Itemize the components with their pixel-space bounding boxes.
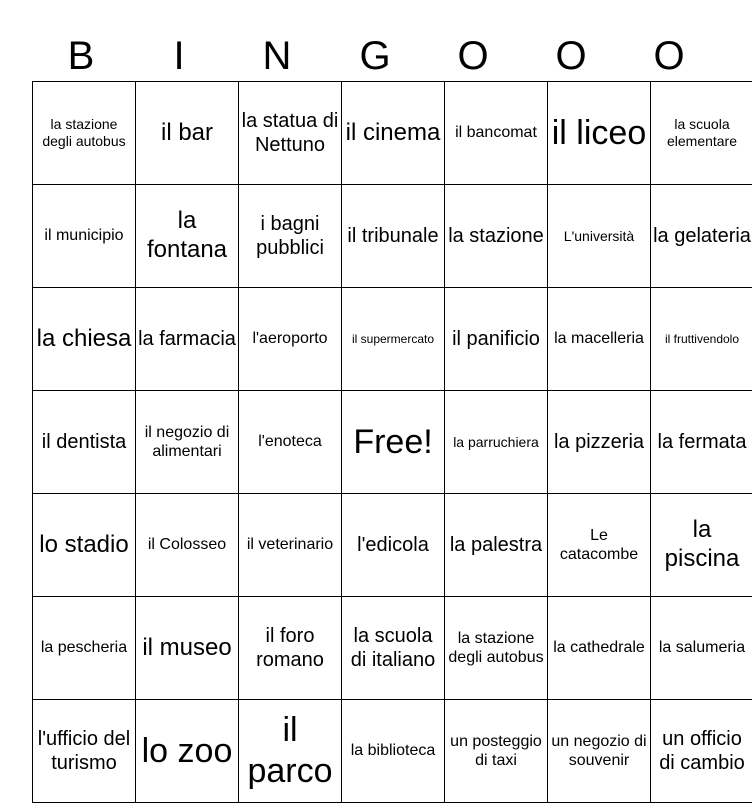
bingo-cell: il supermercato — [342, 288, 445, 391]
board-row — [33, 185, 752, 288]
header-letter: I — [130, 30, 228, 82]
bingo-cell: la stazione — [445, 185, 548, 288]
bingo-cell: la stazione degli autobus — [33, 82, 136, 185]
board-row — [33, 391, 752, 494]
bingo-cell: il Colosseo — [136, 494, 239, 597]
bingo-cell: il museo — [136, 597, 239, 700]
bingo-header — [32, 30, 720, 82]
header-letter: B — [32, 30, 130, 82]
bingo-cell: la cathedrale — [548, 597, 651, 700]
bingo-cell: la scuola elementare — [651, 82, 752, 185]
bingo-cell: L'università — [548, 185, 651, 288]
bingo-cell: Free! — [342, 391, 445, 494]
bingo-cell: Le catacombe — [548, 494, 651, 597]
board-row — [33, 700, 752, 803]
bingo-cell: il foro romano — [239, 597, 342, 700]
bingo-cell: il liceo — [548, 82, 651, 185]
bingo-cell: l'ufficio del turismo — [33, 700, 136, 803]
bingo-cell: la piscina — [651, 494, 752, 597]
bingo-cell: il cinema — [342, 82, 445, 185]
bingo-cell: il bancomat — [445, 82, 548, 185]
bingo-cell: il dentista — [33, 391, 136, 494]
bingo-cell: un officio di cambio — [651, 700, 752, 803]
bingo-cell: la macelleria — [548, 288, 651, 391]
header-letter: O — [424, 30, 522, 82]
bingo-cell: la stazione degli autobus — [445, 597, 548, 700]
bingo-cell: la fontana — [136, 185, 239, 288]
bingo-cell: la pescheria — [33, 597, 136, 700]
header-letter: G — [326, 30, 424, 82]
bingo-cell: un negozio di souvenir — [548, 700, 651, 803]
bingo-cell: la parruchiera — [445, 391, 548, 494]
bingo-cell: la pizzeria — [548, 391, 651, 494]
bingo-cell: la fermata — [651, 391, 752, 494]
board-row — [33, 82, 752, 185]
bingo-cell: la statua di Nettuno — [239, 82, 342, 185]
bingo-board — [32, 81, 752, 803]
bingo-cell: l'aeroporto — [239, 288, 342, 391]
bingo-cell: il panificio — [445, 288, 548, 391]
bingo-cell: la scuola di italiano — [342, 597, 445, 700]
header-letter: O — [620, 30, 718, 82]
bingo-cell: la gelateria — [651, 185, 752, 288]
bingo-cell: il veterinario — [239, 494, 342, 597]
bingo-cell: il tribunale — [342, 185, 445, 288]
bingo-cell: il negozio di alimentari — [136, 391, 239, 494]
bingo-cell: il fruttivendolo — [651, 288, 752, 391]
bingo-cell: un posteggio di taxi — [445, 700, 548, 803]
bingo-cell: l'enoteca — [239, 391, 342, 494]
board-row — [33, 494, 752, 597]
bingo-cell: la salumeria — [651, 597, 752, 700]
board-row — [33, 597, 752, 700]
bingo-cell: il bar — [136, 82, 239, 185]
bingo-cell: il parco — [239, 700, 342, 803]
bingo-cell: lo stadio — [33, 494, 136, 597]
bingo-cell: la farmacia — [136, 288, 239, 391]
header-letter: N — [228, 30, 326, 82]
bingo-cell: lo zoo — [136, 700, 239, 803]
board-row — [33, 288, 752, 391]
bingo-cell: la chiesa — [33, 288, 136, 391]
bingo-cell: il municipio — [33, 185, 136, 288]
header-letter: O — [522, 30, 620, 82]
bingo-cell: la biblioteca — [342, 700, 445, 803]
bingo-cell: i bagni pubblici — [239, 185, 342, 288]
bingo-cell: la palestra — [445, 494, 548, 597]
bingo-cell: l'edicola — [342, 494, 445, 597]
